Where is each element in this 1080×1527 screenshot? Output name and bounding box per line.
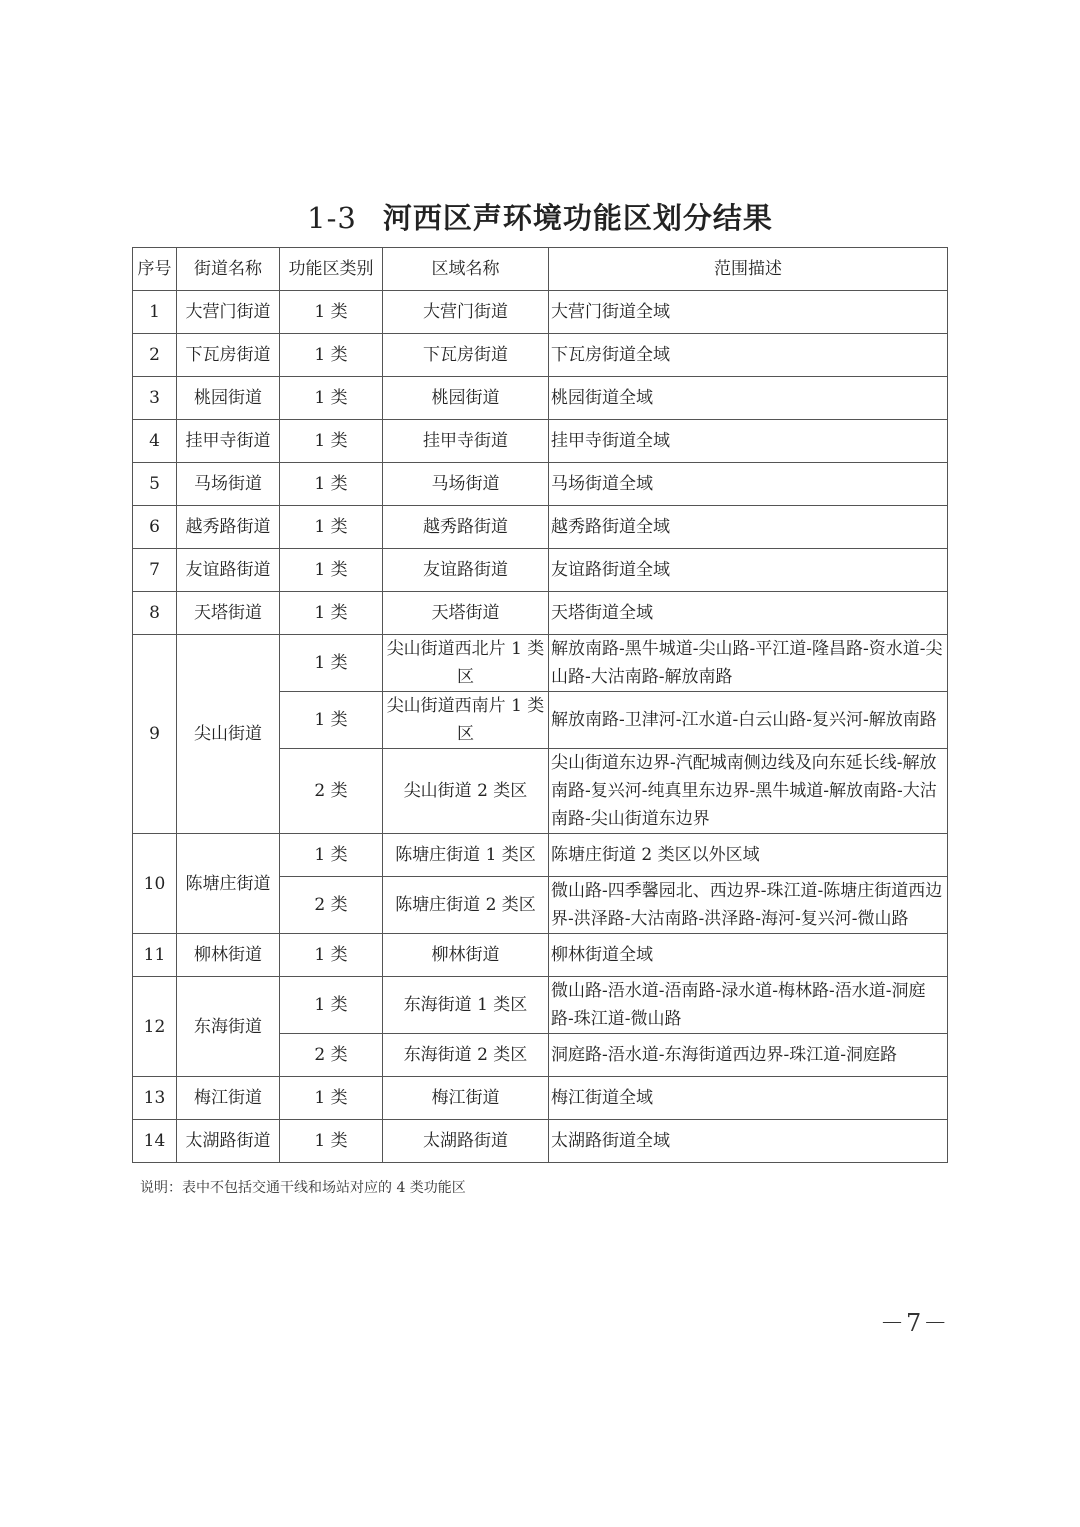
row-area: 尖山街道 2 类区 — [383, 749, 549, 834]
row-category: 1 类 — [280, 334, 383, 377]
row-area: 陈塘庄街道 2 类区 — [383, 877, 549, 934]
header-range: 范围描述 — [549, 248, 948, 291]
table-title: 河西区声环境功能区划分结果 — [382, 201, 773, 235]
row-range: 挂甲寺街道全域 — [549, 420, 948, 463]
row-range: 天塔街道全域 — [549, 592, 948, 635]
row-street: 越秀路街道 — [177, 506, 280, 549]
row-area: 桃园街道 — [383, 377, 549, 420]
row-range: 柳林街道全域 — [549, 934, 948, 977]
table-row — [133, 834, 948, 877]
row-category: 2 类 — [280, 749, 383, 834]
table-row — [133, 420, 948, 463]
row-category: 1 类 — [280, 834, 383, 877]
row-street: 东海街道 — [177, 977, 280, 1077]
row-area: 太湖路街道 — [383, 1120, 549, 1163]
row-street: 太湖路街道 — [177, 1120, 280, 1163]
table-row — [133, 1077, 948, 1120]
row-area: 柳林街道 — [383, 934, 549, 977]
row-seq: 12 — [133, 977, 177, 1077]
table-number: 1-3 — [307, 201, 357, 235]
row-area: 挂甲寺街道 — [383, 420, 549, 463]
row-area: 友谊路街道 — [383, 549, 549, 592]
table-row — [133, 635, 948, 692]
row-street: 挂甲寺街道 — [177, 420, 280, 463]
row-seq: 6 — [133, 506, 177, 549]
row-category: 1 类 — [280, 549, 383, 592]
row-range: 解放南路-黑牛城道-尖山路-平江道-隆昌路-资水道-尖山路-大沽南路-解放南路 — [549, 635, 948, 692]
row-range: 太湖路街道全域 — [549, 1120, 948, 1163]
row-seq: 14 — [133, 1120, 177, 1163]
table-row — [133, 291, 948, 334]
row-seq: 3 — [133, 377, 177, 420]
row-street: 柳林街道 — [177, 934, 280, 977]
table-row — [133, 934, 948, 977]
table-note: 说明：表中不包括交通干线和场站对应的 4 类功能区 — [140, 1180, 466, 1196]
table-row — [133, 506, 948, 549]
row-street: 桃园街道 — [177, 377, 280, 420]
row-seq: 4 — [133, 420, 177, 463]
header-category: 功能区类别 — [280, 248, 383, 291]
row-category: 1 类 — [280, 592, 383, 635]
row-range: 大营门街道全域 — [549, 291, 948, 334]
row-seq: 5 — [133, 463, 177, 506]
row-range: 友谊路街道全域 — [549, 549, 948, 592]
row-seq: 1 — [133, 291, 177, 334]
row-category: 1 类 — [280, 635, 383, 692]
row-area: 下瓦房街道 — [383, 334, 549, 377]
header-seq: 序号 — [133, 248, 177, 291]
row-range: 下瓦房街道全域 — [549, 334, 948, 377]
row-category: 2 类 — [280, 877, 383, 934]
header-row — [133, 248, 948, 291]
row-area: 马场街道 — [383, 463, 549, 506]
row-range: 越秀路街道全域 — [549, 506, 948, 549]
row-area: 东海街道 2 类区 — [383, 1034, 549, 1077]
row-street: 天塔街道 — [177, 592, 280, 635]
header-street: 街道名称 — [177, 248, 280, 291]
row-street: 下瓦房街道 — [177, 334, 280, 377]
row-category: 1 类 — [280, 692, 383, 749]
header-area: 区域名称 — [383, 248, 549, 291]
row-street: 马场街道 — [177, 463, 280, 506]
table-body — [133, 291, 948, 1163]
row-range: 马场街道全域 — [549, 463, 948, 506]
row-category: 1 类 — [280, 1120, 383, 1163]
row-seq: 7 — [133, 549, 177, 592]
row-seq: 11 — [133, 934, 177, 977]
row-category: 1 类 — [280, 463, 383, 506]
row-category: 1 类 — [280, 377, 383, 420]
row-area: 越秀路街道 — [383, 506, 549, 549]
table-row — [133, 377, 948, 420]
row-area: 大营门街道 — [383, 291, 549, 334]
row-range: 洞庭路-浯水道-东海街道西边界-珠江道-洞庭路 — [549, 1034, 948, 1077]
row-seq: 9 — [133, 635, 177, 834]
row-area: 尖山街道西北片 1 类区 — [383, 635, 549, 692]
row-area: 尖山街道西南片 1 类区 — [383, 692, 549, 749]
row-category: 1 类 — [280, 1077, 383, 1120]
row-area: 东海街道 1 类区 — [383, 977, 549, 1034]
table-row — [133, 977, 948, 1034]
row-range: 尖山街道东边界-汽配城南侧边线及向东延长线-解放南路-复兴河-纯真里东边界-黑牛城道-解放南路-大沽南路-尖山街道东边界 — [549, 749, 948, 834]
row-range: 解放南路-卫津河-江水道-白云山路-复兴河-解放南路 — [549, 692, 948, 749]
row-street: 梅江街道 — [177, 1077, 280, 1120]
row-seq: 10 — [133, 834, 177, 934]
row-range: 微山路-浯水道-浯南路-渌水道-梅林路-浯水道-洞庭路-珠江道-微山路 — [549, 977, 948, 1034]
row-street: 友谊路街道 — [177, 549, 280, 592]
table-row — [133, 334, 948, 377]
row-category: 1 类 — [280, 506, 383, 549]
row-seq: 2 — [133, 334, 177, 377]
row-range: 陈塘庄街道 2 类区以外区域 — [549, 834, 948, 877]
table-row — [133, 592, 948, 635]
row-range: 桃园街道全域 — [549, 377, 948, 420]
row-category: 1 类 — [280, 977, 383, 1034]
page-number: －7－ — [880, 1309, 950, 1337]
table-row — [133, 549, 948, 592]
table-row — [133, 463, 948, 506]
zone-table — [132, 247, 948, 1163]
row-category: 1 类 — [280, 934, 383, 977]
row-seq: 13 — [133, 1077, 177, 1120]
row-street: 大营门街道 — [177, 291, 280, 334]
row-area: 天塔街道 — [383, 592, 549, 635]
row-range: 微山路-四季馨园北、西边界-珠江道-陈塘庄街道西边界-洪泽路-大沽南路-洪泽路-海河-复兴河-微山路 — [549, 877, 948, 934]
row-range: 梅江街道全域 — [549, 1077, 948, 1120]
row-category: 2 类 — [280, 1034, 383, 1077]
table-row — [133, 1120, 948, 1163]
row-street: 陈塘庄街道 — [177, 834, 280, 934]
row-area: 梅江街道 — [383, 1077, 549, 1120]
row-street: 尖山街道 — [177, 635, 280, 834]
row-seq: 8 — [133, 592, 177, 635]
row-area: 陈塘庄街道 1 类区 — [383, 834, 549, 877]
page-title — [0, 196, 1080, 237]
row-category: 1 类 — [280, 291, 383, 334]
row-category: 1 类 — [280, 420, 383, 463]
